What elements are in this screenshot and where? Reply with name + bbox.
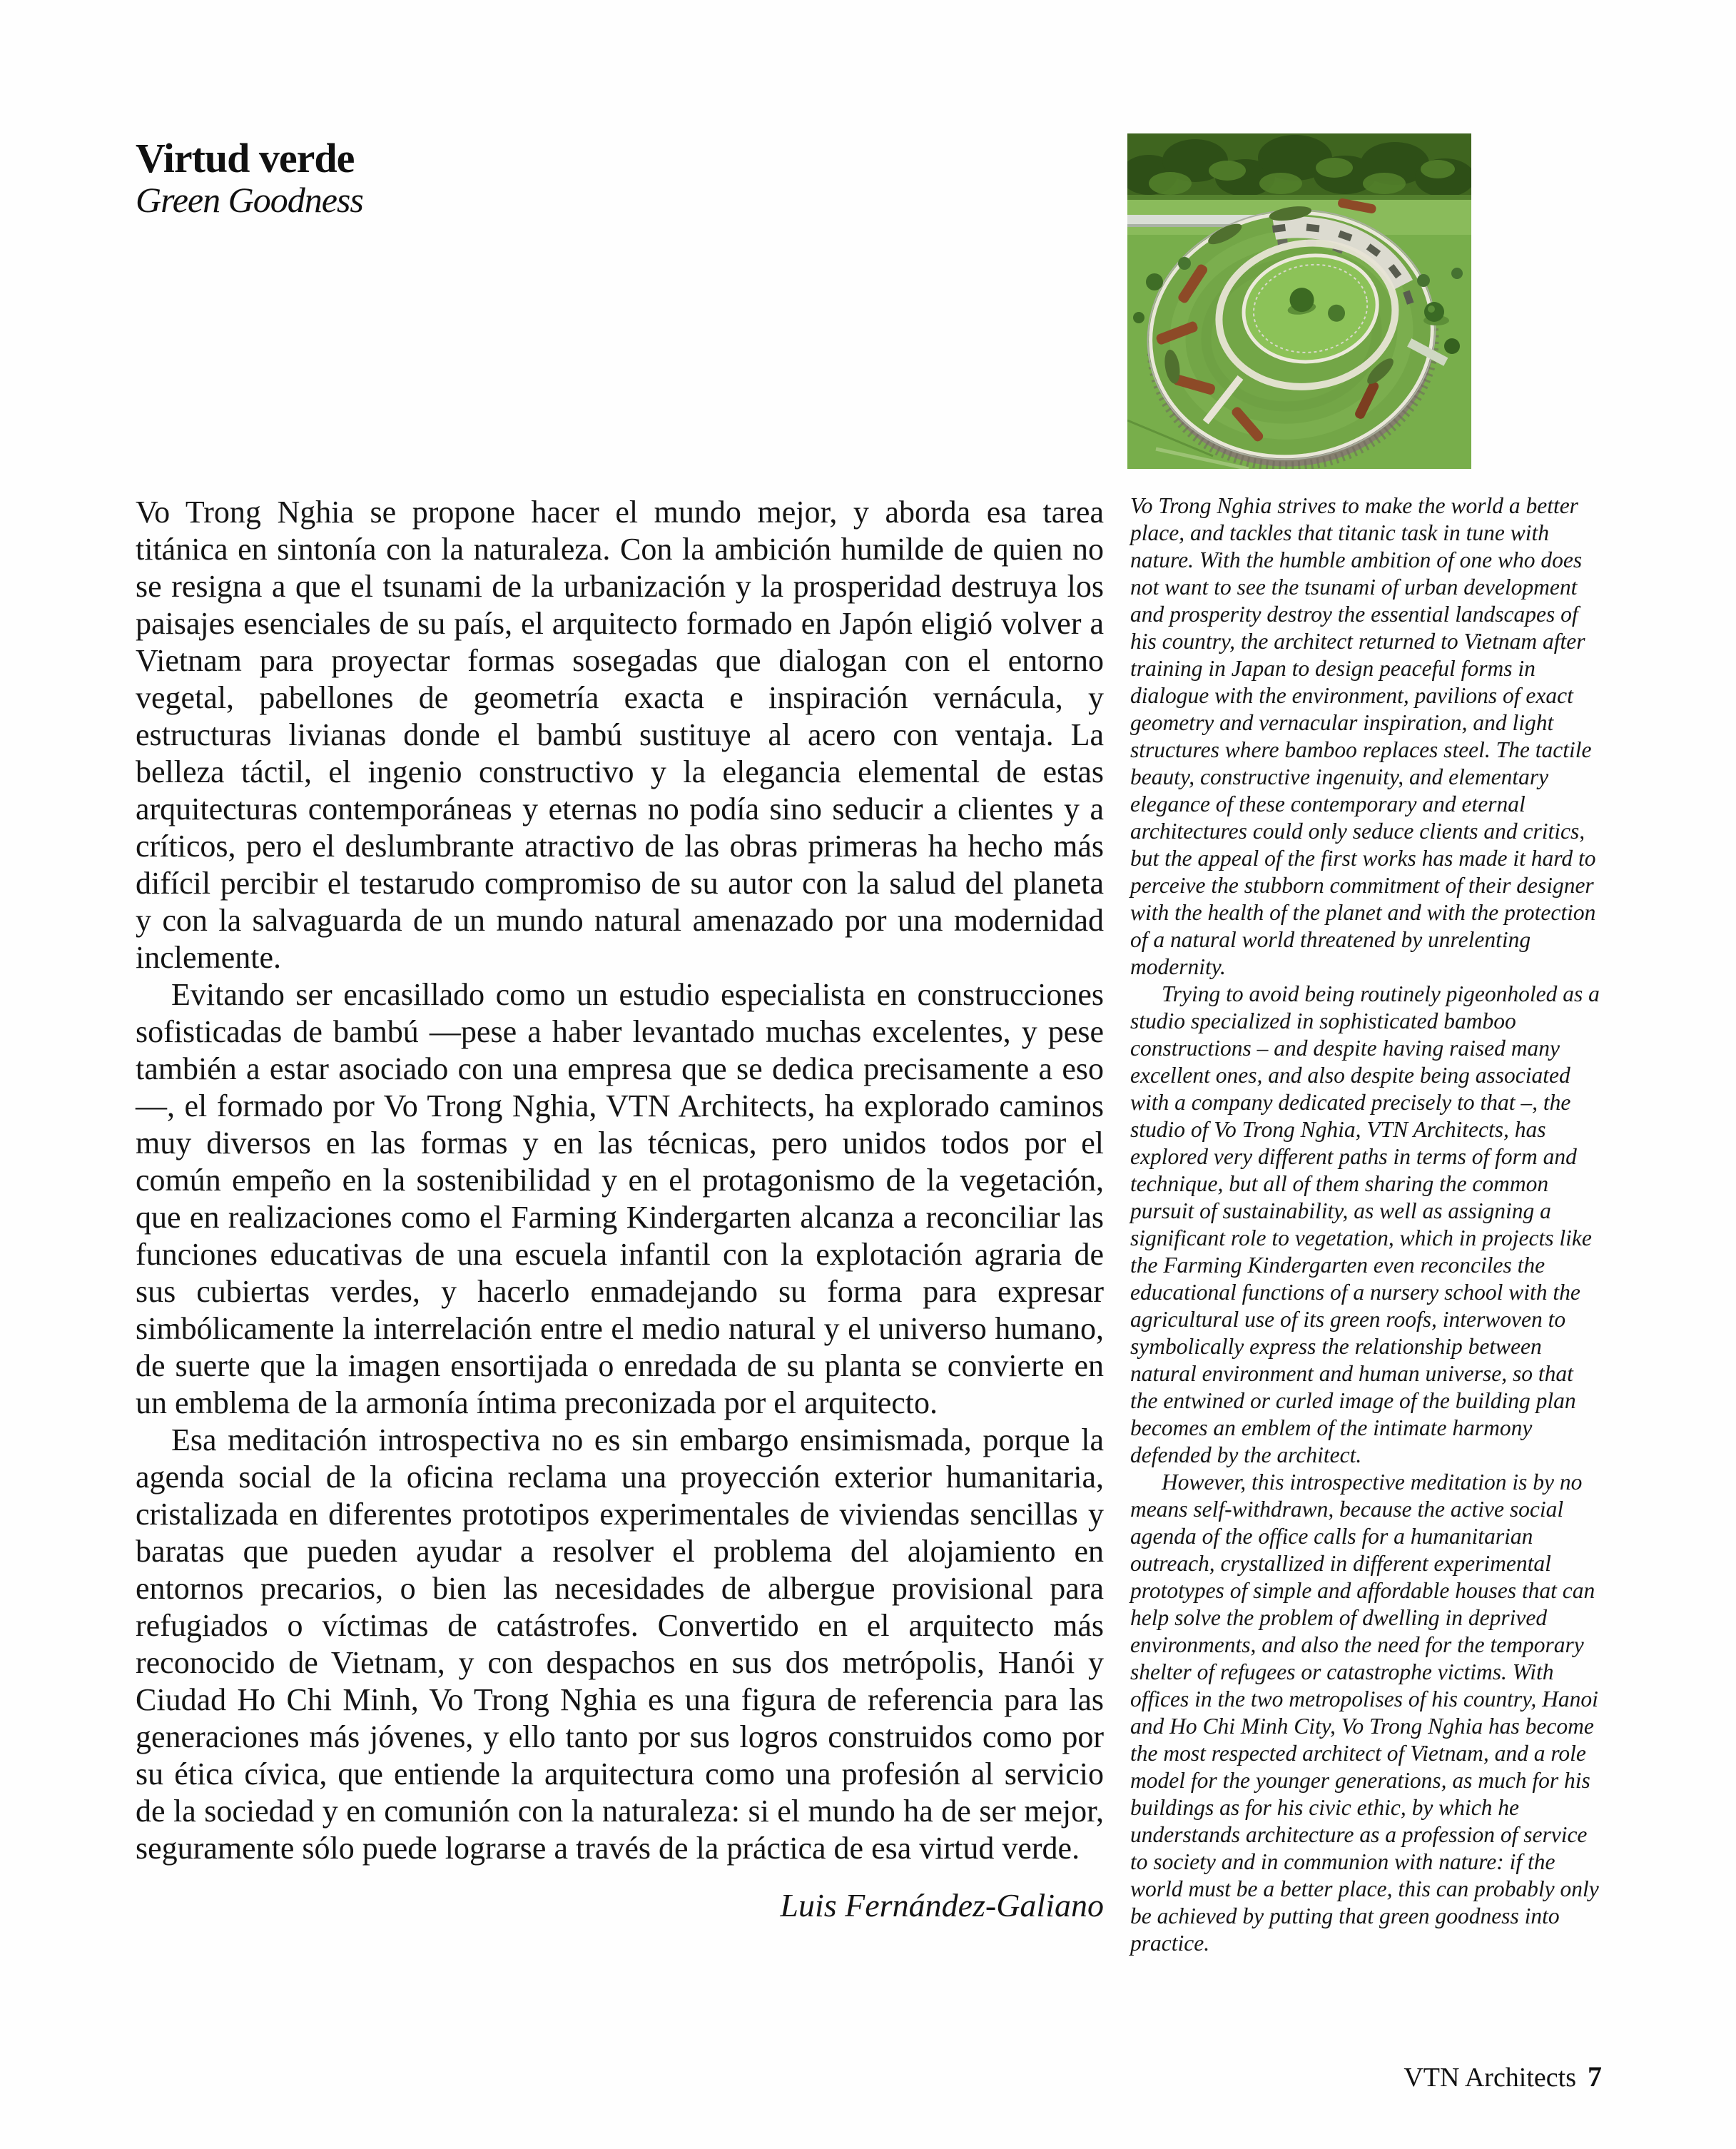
spanish-column	[136, 494, 1104, 1924]
english-paragraph: However, this introspective meditation is by no means self-withdrawn, because the active social agenda of the office calls for a humanitarian outreach, crystallized in different experimental prototypes of simple and affordable houses that can help solve the problem of dwelling in deprived environments, and also the need for the temporary shelter of refugees or catastrophe victims. With offices in the two metropolises of his country, Hanoi and Ho Chi Minh City, Vo Trong Nghia has become the most respected architect of Vietnam, and a role model for the younger generations, as much for his buildings as for his civic ethic, by which he understands architecture as a profession of service to society and in communion with nature: if the world must be a better place, this can probably only be achieved by putting that green goodness into practice.	[1130, 1470, 1599, 1956]
article-header	[136, 137, 363, 220]
spanish-paragraph: Vo Trong Nghia se propone hacer el mundo mejor, y aborda esa tarea titánica en sintonía con la naturaleza. Con la ambición humilde de quien no se resigna a que el tsunami de la urbanización y la prosperidad destruya los paisajes esenciales de su país, el arquitecto formado en Japón eligió volver a Vietnam para proyectar formas sosegadas que dialogan con el entorno vegetal, pabellones de geometría exacta e inspiración vernácula, y estructuras livianas donde el bambú sustituye al acero con ventaja. La belleza táctil, el ingenio constructivo y la elegancia elemental de estas arquitecturas contemporáneas y eternas no podía sino seducir a clientes y a críticos, pero el deslumbrante atractivo de las obras primeras ha hecho más difícil percibir el testarudo compromiso de su autor con la salud del planeta y con la salvaguarda de un mundo natural amenazado por una modernidad inclemente.	[136, 495, 1104, 975]
page-subtitle: Green Goodness	[136, 180, 363, 221]
farming-kindergarten-illustration	[1127, 133, 1471, 469]
page-number: 7	[1588, 2060, 1602, 2093]
spanish-paragraph: Evitando ser encasillado como un estudio especialista en construcciones sofisticadas de bambú —pese a haber levantado muchas excelentes, y pese también a estar asociado con una empresa que se dedica precisamente a eso—, el formado por Vo Trong Nghia, VTN Architects, ha explorado caminos muy diversos en las formas y en las técnicas, pero unidos todos por el común empeño en la sostenibilidad y en el protagonismo de la vegetación, que en realizaciones como el Farming Kindergarten alcanza a reconciliar las funciones educativas de una escuela infantil con la explotación agraria de sus cubiertas verdes, y hacerlo enmadejando su forma para expresar simbólicamente la interrelación entre el medio natural y el universo humano, de suerte que la imagen ensortijada o enredada de su planta se convierte en un emblema de la armonía íntima preconizada por el arquitecto.	[136, 977, 1104, 1420]
author-byline: Luis Fernández-Galiano	[780, 1887, 1104, 1923]
page-footer	[1403, 2060, 1602, 2093]
english-paragraph: Vo Trong Nghia strives to make the world a better place, and tackles that titanic task in tune with nature. With the humble ambition of one who does not want to see the tsunami of urban development and prosperity destroy the essential landscapes of his country, the architect returned to Vietnam after training in Japan to design peaceful forms in dialogue with the environment, pavilions of exact geometry and vernacular inspiration, and light structures where bamboo replaces steel. The tactile beauty, constructive ingenuity, and elementary elegance of these contemporary and eternal architectures could only seduce clients and critics, but the appeal of the first works has made it hard to perceive the stubborn commitment of their designer with the health of the planet and with the protection of a natural world threatened by unrelenting modernity.	[1130, 493, 1596, 979]
footer-publication: VTN Architects	[1403, 2063, 1576, 2093]
english-paragraph: Trying to avoid being routinely pigeonholed as a studio specialized in sophisticated bamboo constructions – and despite having raised many excellent ones, and also despite being associated with a company dedicated precisely to that –, the studio of Vo Trong Nghia, VTN Architects, has explored very different paths in terms of form and technique, but all of them sharing the common pursuit of sustainability, as well as assigning a significant role to vegetation, which in projects like the Farming Kindergarten even reconciles the educational functions of a nursery school with the agricultural use of its green roofs, interwoven to symbolically express the relationship between natural environment and human universe, so that the entwined or curled image of the building plan becomes an emblem of the intimate harmony defended by the architect.	[1130, 981, 1600, 1467]
page-title: Virtud verde	[136, 135, 355, 181]
spanish-paragraph: Esa meditación introspectiva no es sin embargo ensimismada, porque la agenda social de la oficina reclama una proyección exterior humanitaria, cristalizada en diferentes prototipos experimentales de viviendas sencillas y baratas que pueden ayudar a resolver el problema del alojamiento en entornos precarios, o bien las necesidades de albergue provisional para refugiados o víctimas de catástrofes. Convertido en el arquitecto más reconocido de Vietnam, y con despachos en sus dos metrópolis, Hanói y Ciudad Ho Chi Minh, Vo Trong Nghia es una figura de referencia para las generaciones más jóvenes, y ello tanto por sus logros construidos como por su ética cívica, que entiende la arquitectura como una profesión al servicio de la sociedad y en comunión con la naturaleza: si el mundo ha de ser mejor, seguramente sólo puede lograrse a través de la práctica de esa virtud verde.	[136, 1422, 1104, 1866]
aerial-photo	[1127, 133, 1471, 469]
english-column	[1130, 492, 1604, 1957]
